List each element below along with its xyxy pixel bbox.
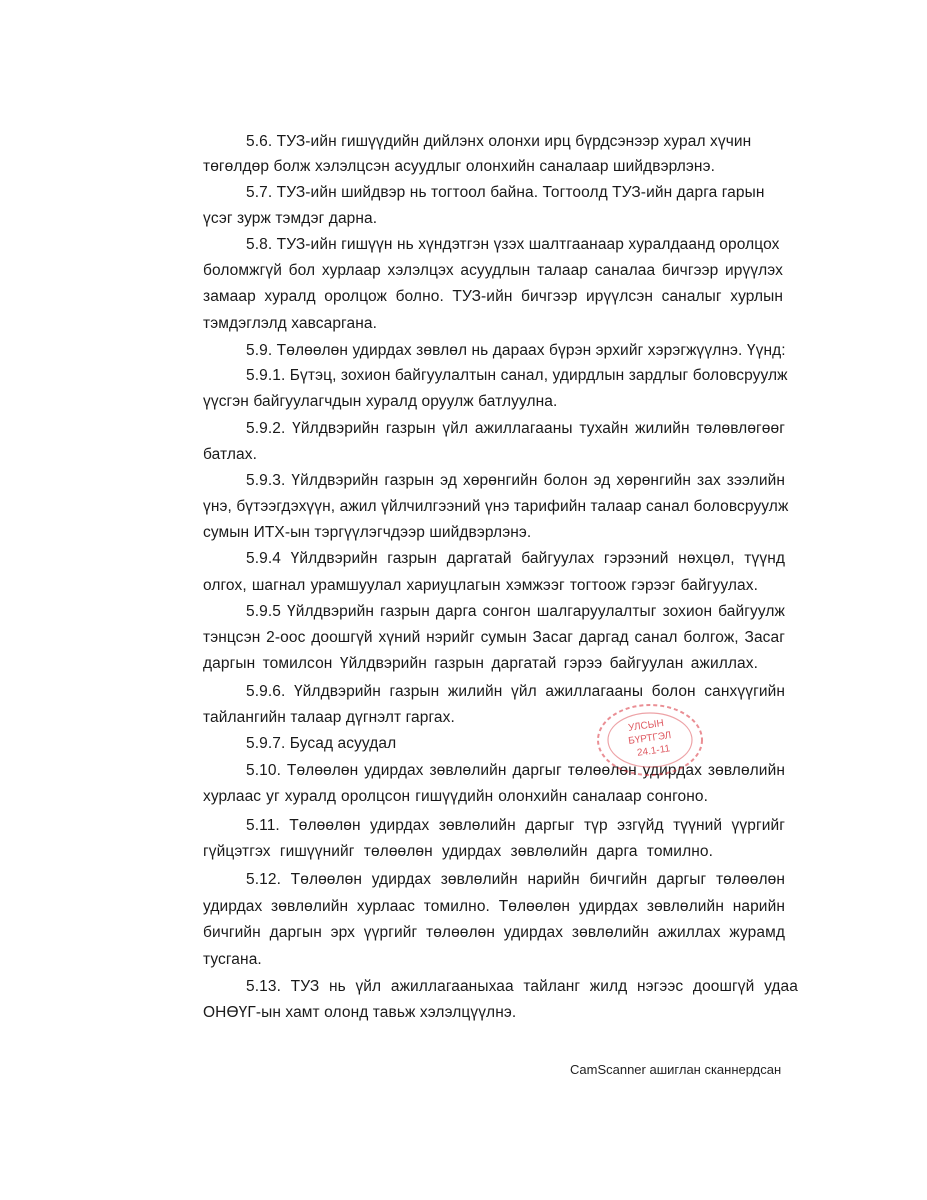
text-line: сумын ИТХ-ын тэргүүлэгчдээр шийдвэрлэнэ. [203,524,532,541]
text-line: төгөлдөр болж хэлэлцсэн асуудлыг олонхийн саналаар шийдвэрлэнэ. [203,158,715,175]
text-line: 5.7. ТУЗ-ийн шийдвэр нь тогтоол байна. Тогтоолд ТУЗ-ийн дарга гарын [246,184,765,201]
text-line: 5.6. ТУЗ-ийн гишүүдийн дийлэнх олонхи ирц бүрдсэнээр хурал хүчин [246,133,752,150]
text-line: удирдах зөвлөлийн хурлаас томилно. Төлөөлөн удирдах зөвлөлийн нарийн [203,898,785,915]
text-line: тэмдэглэлд хавсаргана. [203,315,377,332]
text-line: 5.9.3. Үйлдвэрийн газрын эд хөрөнгийн болон эд хөрөнгийн зах зээлийн [246,472,785,489]
registration-stamp [590,700,710,780]
stamp-line-3: 24.1-11 [636,743,671,759]
text-line: тэнцсэн 2-оос доошгүй хүний нэрийг сумын Засаг даргад санал болгож, Засаг [203,629,785,646]
text-line: боломжгүй бол хурлаар хэлэлцэх асуудлын талаар саналаа бичгээр ирүүлэх [203,262,783,279]
text-line: үүсгэн байгуулагчдын хуралд оруулж батлуулна. [203,393,558,410]
scanner-watermark: CamScanner ашиглан сканнердсан [570,1062,782,1077]
text-line: 5.9.2. Үйлдвэрийн газрын үйл ажиллагааны тухайн жилийн төлөвлөгөөг [246,420,785,437]
text-line: 5.9.1. Бүтэц, зохион байгуулалтын санал, удирдлын зардлыг боловсруулж [246,367,788,384]
text-line: 5.11. Төлөөлөн удирдах зөвлөлийн даргыг түр эзгүйд түүний үүргийг [246,817,785,834]
text-line: 5.9.4 Үйлдвэрийн газрын даргатай байгуулах гэрээний нөхцөл, түүнд [246,550,785,567]
text-line: 5.9. Төлөөлөн удирдах зөвлөл нь дараах бүрэн эрхийг хэрэгжүүлнэ. Үүнд: [246,342,786,359]
stamp-seal-icon [590,700,710,780]
stamp-line-1: УЛСЫН [627,717,665,734]
stamp-line-2: БҮРТГЭЛ [627,730,672,747]
text-line: гүйцэтгэх гишүүнийг төлөөлөн удирдах зөвлөлийн дарга томилно. [203,843,713,860]
text-line: замаар хуралд оролцож болно. ТУЗ-ийн бичгээр ирүүлсэн саналыг хурлын [203,288,783,305]
text-line: 5.9.5 Үйлдвэрийн газрын дарга сонгон шалгаруулалтыг зохион байгуулж [246,603,785,620]
text-line: үсэг зурж тэмдэг дарна. [203,210,378,227]
text-line: 5.9.7. Бусад асуудал [246,735,397,752]
text-line: 5.9.6. Үйлдвэрийн газрын жилийн үйл ажиллагааны болон санхүүгийн [246,683,785,700]
text-line: тайлангийн талаар дүгнэлт гаргах. [203,709,455,726]
text-line: 5.8. ТУЗ-ийн гишүүн нь хүндэтгэн үзэх шалтгаанаар хуралдаанд оролцох [246,236,780,253]
text-line: 5.10. Төлөөлөн удирдах зөвлөлийн даргыг төлөөлөн удирдах зөвлөлийн [246,762,785,779]
text-line: батлах. [203,446,257,463]
text-line: тусгана. [203,951,262,968]
text-line: 5.13. ТУЗ нь үйл ажиллагааныхаа тайланг жилд нэгээс доошгүй удаа [246,978,798,995]
text-line: 5.12. Төлөөлөн удирдах зөвлөлийн нарийн бичгийн даргыг төлөөлөн [246,871,785,888]
text-line: даргын томилсон Үйлдвэрийн газрын даргатай гэрээ байгуулан ажиллах. [203,655,758,672]
text-line: олгох, шагнал урамшуулал хариуцлагын хэмжээг тогтоож гэрээг байгуулах. [203,577,758,594]
text-line: ОНӨҮГ-ын хамт олонд тавьж хэлэлцүүлнэ. [203,1004,517,1021]
text-line: үнэ, бүтээгдэхүүн, ажил үйлчилгээний үнэ тарифийн талаар санал боловсруулж [203,498,789,515]
text-line: бичгийн даргын эрх үүргийг төлөөлөн удирдах зөвлөлийн ажиллах журамд [203,924,785,941]
text-line: хурлаас уг хуралд оролцсон гишүүдийн олонхийн саналаар сонгоно. [203,788,708,805]
